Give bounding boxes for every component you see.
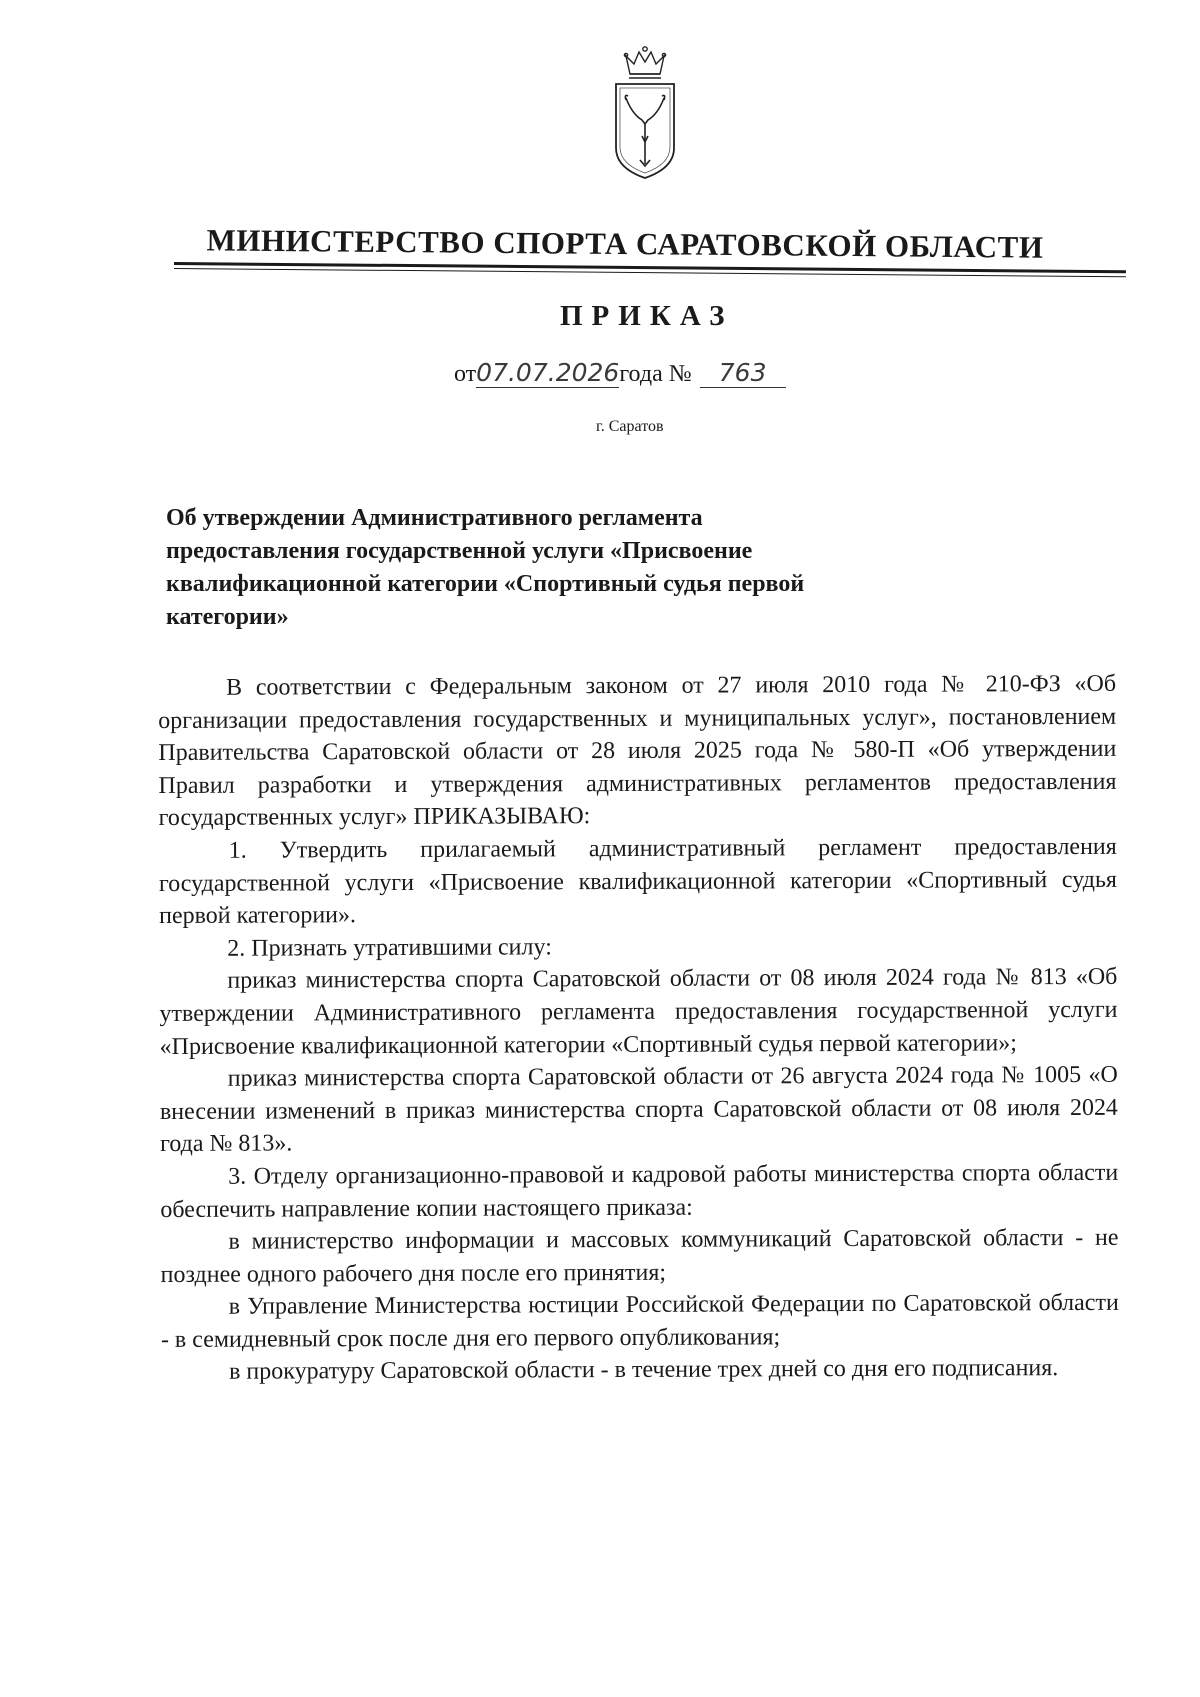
order-number: 763 [700,358,786,388]
date-suffix: года № [619,361,692,387]
order-body [158,668,1119,1389]
item-2a: приказ министерства спорта Саратовской области от 08 июля 2024 года № 813 «Об утверждении Административного регламента предоставления государственной услуги «Присвоение квалификационной категории «Спортивный судья первой категории»; [159,964,1118,1060]
item-3b: в Управление Министерства юстиции Российской Федерации по Саратовской области - в семидневный срок после дня его первого опубликования; [160,1290,1119,1353]
document-type: ПРИКАЗ [560,300,734,332]
item-2: 2. Признать утратившими силу: [227,934,552,962]
item-3: 3. Отделу организационно-правовой и кадровой работы министерства спорта области обеспечить направление копии настоящего приказа: [160,1159,1119,1223]
coat-of-arms-icon [612,44,678,180]
date-prefix: от [454,361,477,387]
item-1: 1. Утвердить прилагаемый административный регламент предоставления государственной услуги «Присвоение квалификационной категории «Спортивный судья первой категории». [158,833,1117,930]
city: г. Саратов [596,418,664,435]
order-subject: Об утверждении Административного регламента предоставления государственной услуги «Присвоение квалификационной категории «Спортивный судья первой категории» [166,505,805,630]
preamble: В соответствии с Федеральным законом от 27 июля 2010 года № 210-ФЗ «Об организации предоставления государственных и муниципальных услуг», постановлением Правительства Саратовской области от 28 июля 2025 года № 580-П «Об утверждении Правил разработки и утверждения административных регламентов предоставления государственных услуг» ПРИКАЗЫВАЮ: [158,670,1117,832]
order-date: 07.07.2026 [476,358,620,387]
item-3c: в прокуратуру Саратовской области - в течение трех дней со дня его подписания. [228,1355,1059,1386]
order-date-number-line [454,358,786,388]
item-3a: в министерство информации и массовых коммуникаций Саратовской области - не позднее одного рабочего дня после его принятия; [160,1224,1119,1288]
ministry-name: МИНИСТЕРСТВО СПОРТА САРАТОВСКОЙ ОБЛАСТИ [206,222,1044,265]
item-2b: приказ министерства спорта Саратовской области от 26 августа 2024 года № 1005 «О внесении изменений в приказ министерства спорта Саратовской области от 08 июля 2024 года № 813». [159,1061,1118,1158]
